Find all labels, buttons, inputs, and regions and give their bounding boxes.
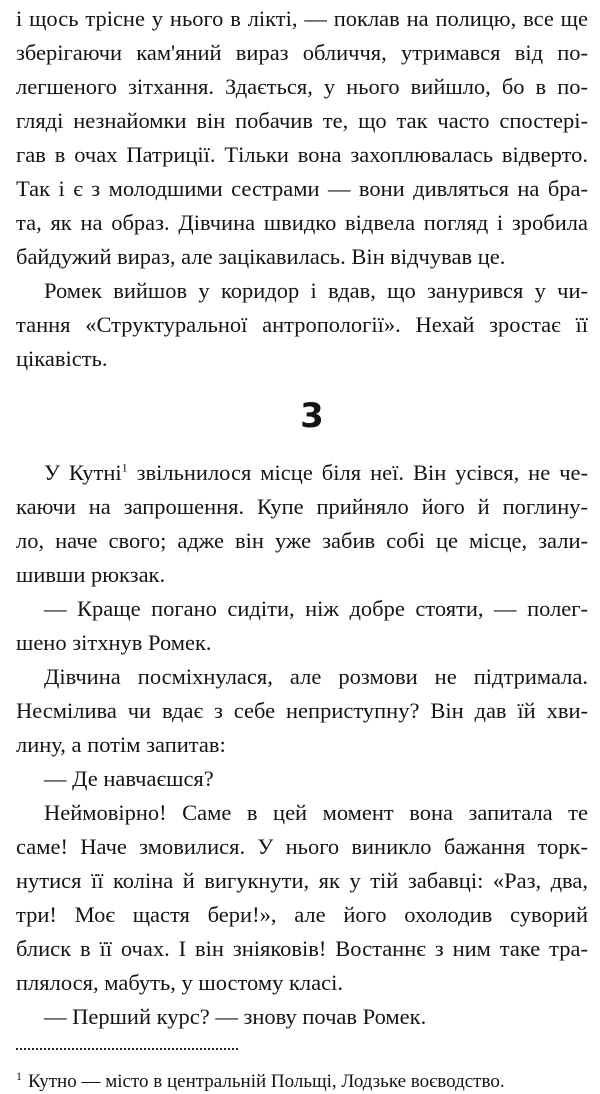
text-line-with-footnote — [16, 456, 588, 490]
text-line: Ромек вийшов у коридор і вдав, що занурився у чи- — [44, 278, 588, 303]
text-line: саме! Наче змовилися. У нього виникло бажання торк- — [16, 834, 588, 859]
text-line: три! Моє щастя бери!», але його охолодив суворий — [16, 902, 588, 927]
text-line: Неймовірно! Саме в цей момент вона запитала те — [44, 800, 588, 825]
text-line: тання «Структуральної антропології». Нехай зростає її — [16, 312, 588, 337]
text-line: — Перший курс? — знову почав Ромек. — [44, 1004, 427, 1029]
footnote-reference: 1 — [121, 460, 128, 475]
text-line: — Де навчаєшся? — [44, 766, 214, 791]
text-line: гав в очах Патриції. Тільки вона захоплювалась відверто. — [16, 142, 588, 167]
paragraph-5 — [16, 660, 588, 762]
text-line: — Краще погано сидіти, ніж добре стояти, — полег- — [44, 596, 588, 621]
chapter-number: 3 — [300, 396, 324, 436]
text-line: і щось трісне у нього в лікті, — поклав на полицю, все ще — [16, 6, 588, 31]
footnote — [16, 1070, 588, 1094]
paragraph-3 — [16, 456, 588, 592]
text-span: звільнилося місце біля неї. Він усівся, не че- — [127, 460, 588, 485]
text-span: У Кутні — [44, 460, 122, 485]
text-line: ло, наче свого; адже він уже забив собі це місце, зали- — [16, 528, 588, 553]
text-line: блиск в її очах. І він зніяковів! Востаннє з ним таке тра- — [16, 936, 588, 961]
text-line: та, як на образ. Дівчина швидко відвела погляд і зробила — [16, 210, 588, 235]
text-line: гляді незнайомки він побачив те, що так часто спостері- — [16, 108, 588, 133]
text-line: лину, а потім запитав: — [16, 732, 226, 757]
paragraph-2 — [16, 274, 588, 376]
text-line: легшеного зітхання. Здається, у нього вийшло, бо в по- — [16, 74, 588, 99]
paragraph-1 — [16, 2, 588, 274]
footnote-separator — [16, 1048, 238, 1050]
paragraph-8 — [16, 1000, 588, 1034]
text-line: каючи на запрошення. Купе прийняло його й поглину- — [16, 494, 588, 519]
footnote-text: Кутно — місто в центральній Польщі, Лодзьке воєводство. — [28, 1071, 505, 1092]
text-line: шено зітхнув Ромек. — [16, 630, 212, 655]
text-line: Так і є з молодшими сестрами — вони дивляться на бра- — [16, 176, 588, 201]
text-line: байдужий вираз, але зацікавилась. Він відчував це. — [16, 244, 506, 269]
text-line: шивши рюкзак. — [16, 562, 166, 587]
paragraph-4 — [16, 592, 588, 660]
paragraph-7 — [16, 796, 588, 1000]
text-line: Несмілива чи вдає з себе неприступну? Він дав їй хви- — [16, 698, 588, 723]
paragraph-6 — [16, 762, 588, 796]
text-line: цікавість. — [16, 346, 108, 371]
footnote-number: 1 — [16, 1068, 22, 1083]
text-line: нутися її коліна й вигукнути, як у тій забавці: «Раз, два, — [16, 868, 588, 893]
text-line: зберігаючи кам'яний вираз обличчя, утримався від по- — [16, 40, 588, 65]
book-page — [16, 2, 588, 1094]
text-line: плялося, мабуть, у шостому класі. — [16, 970, 343, 995]
text-line: Дівчина посміхнулася, але розмови не підтримала. — [44, 664, 588, 689]
